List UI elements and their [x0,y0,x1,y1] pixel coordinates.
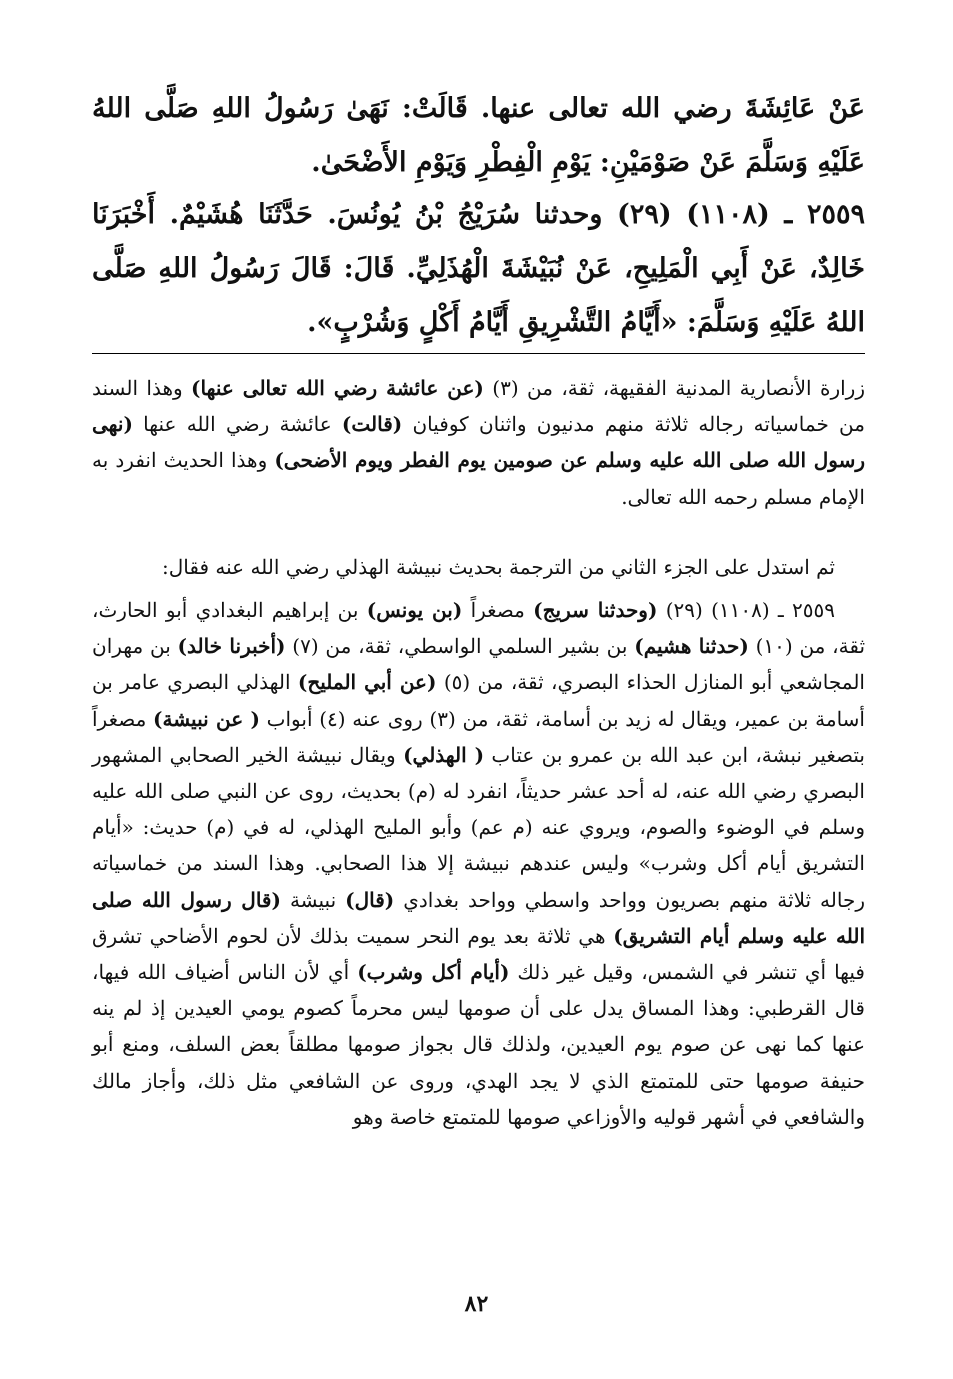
bold-text: (قالت) [341,412,403,437]
bold-text: (عن عائشة رضي الله تعالى عنها) [191,376,484,400]
commentary-paragraph [92,370,865,515]
bold-text: (أخبرنا خالد) [177,634,286,659]
plain-text: بن بشير السلمي الواسطي، ثقة، من (٧) [285,634,635,659]
plain-text: ويقال نبيشة الخير الصحابي المشهور البصري رضي الله عنه، له أحد عشر حديثاً، انفرد له (م) بحديث، روى عن النبي صلى الله عليه وسلم في الوضوء والصوم، ويروي عنه (م عم) وأبو المليح الهذلي، له في (م) حديث: «أيام التشريق أيام أكل وشرب» وليس عندهم نبيشة إلا هذا الصحابي. وهذا السند من خماسياته رجاله ثلاثة منهم بصريون وواحد واسطي وواحد بغدادي [92,742,865,912]
commentary-block-2 [92,549,865,585]
bold-text: ( الهذلي) [403,742,485,767]
hadith-paragraph: عَنْ عَائِشَةَ رضي الله تعالى عنها. قَالَتْ: نَهَىٰ رَسُولُ اللهِ صَلَّى اللهُ عَلَيْهِ وَسَلَّمَ عَنْ صَوْمَيْنِ: يَوْمِ الْفِطْرِ وَيَوْمِ الأَضْحَىٰ. [92,93,865,178]
commentary-block-3 [92,592,865,1135]
plain-text: أي لأن الناس أضياف الله فيها، قال القرطبي: وهذا المساق يدل على أن صومها ليس محرماً كصوم يومي العيدين إذ لم ينه عنها كما نهى عن صوم يوم العيدين، ولذلك قال بجواز صومها مطلقاً بعض السلف، ومنع أبو حنيفة صومها حتى للمتمتع الذي لا يجد الهدي، وروى عن الشافعي مثل ذلك، وأجاز مالك والشافعي في أشهر قوليه والأوزاعي صومها للمتمتع خاصة وهو [92,960,865,1129]
hadith-text-1107-end [92,82,865,190]
bold-text: (حدثنا هشيم) [634,634,749,659]
commentary-paragraph [92,592,865,1135]
plain-text: نبيشة [280,887,346,912]
footnote-divider [92,353,865,354]
bold-text: (نهى رسول الله صلى الله عليه وسلم عن صومين يوم الفطر ويوم الأضحى) [92,412,865,473]
plain-text: مصغراً [462,598,534,622]
hadith-text-2559 [92,188,865,350]
plain-text: الهذلي البصري عامر بن أسامة بن عمير، ويقال له زيد بن أسامة، ثقة، من (٣) روى عنه (٤) أبواب [92,670,865,731]
bold-text: (عن أبي المليح) [297,670,437,695]
plain-text: هي ثلاثة بعد يوم النحر سميت بذلك لأن لحوم الأضاحي تشرق فيها أي تنشر في الشمس، وقيل غير ذلك [92,923,865,985]
plain-text: زرارة الأنصارية المدنية الفقيهة، ثقة، من (٣) [483,376,865,400]
plain-text: مصغراً بتصغير نبشة، ابن عبد الله بن عمرو بن عتاب [92,706,865,767]
bold-text: (أيام أكل وشرب) [357,960,510,985]
plain-text: ٢٥٥٩ ـ (١١٠٨) (٢٩) [657,598,836,622]
commentary-block-1 [92,370,865,515]
plain-text: وهذا الحديث انفرد به الإمام مسلم رحمه الله تعالى. [92,448,865,509]
plain-text: عائشة رضي الله عنها [132,412,342,437]
bold-text: (قال) [345,887,395,912]
bold-text: (قال رسول الله صلى الله عليه وسلم أيام التشريق) [92,887,865,948]
page-number: ٨٢ [464,1291,489,1317]
hadith-paragraph: ٢٥٥٩ ـ (١١٠٨) (٢٩) وحدثنا سُرَيْجُ بْنُ يُونُسَ. حَدَّثَنَا هُشَيْمٌ. أَخْبَرَنَا خَالِدٌ، عَنْ أَبِي الْمَلِيحِ، عَنْ نُبَيْشَةَ الْهُذَلِيِّ. قَالَ: قَالَ رَسُولُ اللهِ صَلَّى اللهُ عَلَيْهِ وَسَلَّمَ: «أَيَّامُ التَّشْرِيقِ أَيَّامُ أَكْلٍ وَشُرْبٍ». [92,199,865,338]
plain-text: بن مهران المجاشعي أبو المنازل الحذاء البصري، ثقة، من (٥) [92,634,865,695]
bold-text: ( عن نبيشة) [153,706,260,731]
plain-text: بن إبراهيم البغدادي أبو الحارث، ثقة، من (١٠) [92,598,866,659]
bold-text: (وحدثنا سريج) [533,598,658,622]
commentary-paragraph: ثم استدل على الجزء الثاني من الترجمة بحديث نبيشة الهذلي رضي الله عنه فقال: [162,555,835,579]
bold-text: (بن يونس) [366,598,463,622]
plain-text: وهذا السند من خماسياته رجاله ثلاثة منهم مدنيون واثنان كوفيان [92,376,865,437]
